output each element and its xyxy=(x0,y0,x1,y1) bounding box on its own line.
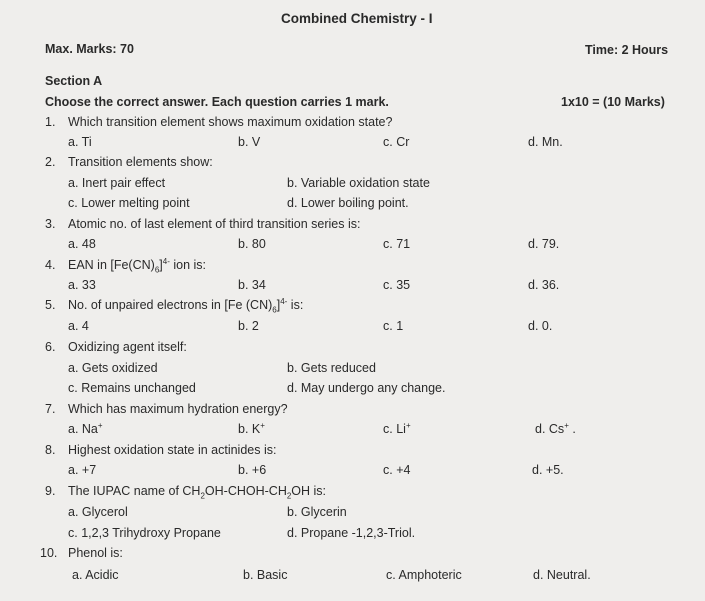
question-text: Which transition element shows maximum oxidation state? xyxy=(68,115,393,129)
option-a: a. Gets oxidized xyxy=(68,361,158,375)
option-d: d. Cs+ . xyxy=(535,420,576,436)
question-text: No. of unpaired electrons in [Fe $(CN)_6]^{4-}$ is: xyxy=(68,296,304,315)
section-marks: 1x10 = (10 Marks) xyxy=(561,95,665,109)
option-c: c. Remains unchanged xyxy=(68,381,196,395)
option-b: b. Variable oxidation state xyxy=(287,176,430,190)
option-d: d. Lower boiling point. xyxy=(287,196,409,210)
max-marks: Max. Marks: 70 xyxy=(45,42,134,56)
option-a: a. Glycerol xyxy=(68,505,128,519)
question-text: Oxidizing agent itself: xyxy=(68,340,187,354)
exam-title: Combined Chemistry - I xyxy=(281,11,433,26)
option-c: c. 35 xyxy=(383,278,411,292)
option-b: b. K+ xyxy=(238,420,265,436)
question-number: 7. xyxy=(45,402,56,416)
option-d: d. +5. xyxy=(532,463,564,477)
option-b: b. Gets reduced xyxy=(287,361,376,375)
option-b: b. 2 xyxy=(238,319,259,333)
option-c: c. Cr xyxy=(383,135,410,149)
question-number: 9. xyxy=(45,484,56,498)
question-number: 5. xyxy=(45,298,56,312)
section-heading: Section A xyxy=(45,74,103,88)
option-a: a. Acidic xyxy=(72,568,119,582)
question-text: Which has maximum hydration energy? xyxy=(68,402,288,416)
question-number: 2. xyxy=(45,155,56,169)
option-c: c. 71 xyxy=(383,237,411,251)
option-d: d. 0. xyxy=(528,319,553,333)
option-c: c. Amphoteric xyxy=(386,568,462,582)
option-d: d. 36. xyxy=(528,278,560,292)
option-c: c. 1,2,3 Trihydroxy Propane xyxy=(68,526,221,540)
option-a: a. Ti xyxy=(68,135,92,149)
option-c: c. 1 xyxy=(383,319,404,333)
option-a: a. Na+ xyxy=(68,420,103,436)
option-a: a. 48 xyxy=(68,237,96,251)
option-b: b. 34 xyxy=(238,278,266,292)
exam-time: Time: 2 Hours xyxy=(585,43,669,57)
option-d: d. Mn. xyxy=(528,135,563,149)
option-c: c. +4 xyxy=(383,463,411,477)
option-c: c. Lower melting point xyxy=(68,196,190,210)
option-a: a. +7 xyxy=(68,463,97,477)
question-text: EAN in $[Fe(CN)_6]^{4-}$ ion is: xyxy=(68,256,207,275)
option-a: a. Inert pair effect xyxy=(68,176,166,190)
question-text: Atomic no. of last element of third transition series is: xyxy=(68,217,361,231)
option-d: d. Neutral. xyxy=(533,568,591,582)
question-text: Phenol is: xyxy=(68,546,123,560)
question-text: The IUPAC name of $CH_2OH-CHOH-CH_2OH$ is: xyxy=(68,484,327,501)
option-b: b. Glycerin xyxy=(287,505,347,519)
question-number: 8. xyxy=(45,443,56,457)
question-number: 3. xyxy=(45,217,56,231)
question-number: 10. xyxy=(40,546,58,560)
question-number: 6. xyxy=(45,340,56,354)
question-text: Highest oxidation state in actinides is: xyxy=(68,443,277,457)
question-text: Transition elements show: xyxy=(68,155,213,169)
option-d: d. Propane -1,2,3-Triol. xyxy=(287,526,416,540)
option-b: b. 80 xyxy=(238,237,266,251)
option-a: a. 4 xyxy=(68,319,89,333)
section-instruction: Choose the correct answer. Each question carries 1 mark. xyxy=(45,95,389,109)
question-number: 4. xyxy=(45,258,56,272)
option-d: d. 79. xyxy=(528,237,560,251)
option-d: d. May undergo any change. xyxy=(287,381,446,395)
option-b: b. V xyxy=(238,135,261,149)
option-b: b. +6 xyxy=(238,463,267,477)
option-a: a. 33 xyxy=(68,278,96,292)
question-number: 1. xyxy=(45,115,56,129)
option-c: c. Li+ xyxy=(383,420,411,436)
option-b: b. Basic xyxy=(243,568,288,582)
